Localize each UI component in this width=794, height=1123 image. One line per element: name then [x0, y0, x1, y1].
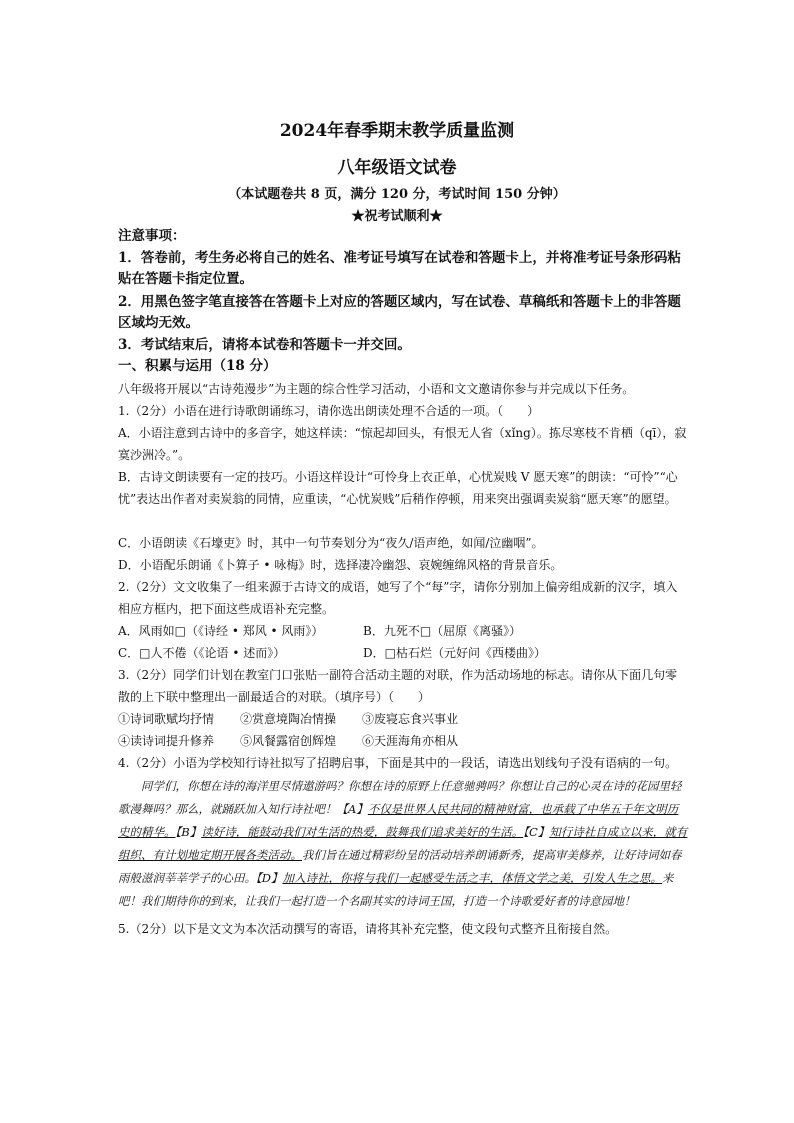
q4-sentence-b: 读好诗，能鼓动我们对生活的热爱，鼓舞我们追求美好的生活。 [201, 825, 524, 839]
q2-option-c: C．□人不倦（《论语 • 述而》） [118, 646, 286, 660]
q4-passage-intro: 同学们，你想在诗的海洋里尽情遨游吗？你想在诗的原野上任意驰骋吗？你想让自己的心灵在诗的花园里轻歌漫舞吗？那么，就踊跃加入知行诗社吧！ [118, 779, 682, 816]
q3-option-4: ④读诗词提升修养 [118, 734, 215, 748]
q4-marker-a: 【A】 [336, 802, 368, 816]
q4-sentence-c: 知行诗社自成立以来，就有组织、有计划地定期开展各类活动。 [118, 825, 688, 862]
section-intro: 八年级将开展以“古诗苑漫步”为主题的综合性学习活动，小语和文文邀请你参与并完成以下任务。 [118, 382, 635, 396]
exam-subtitle: 八年级语文试卷 [337, 158, 457, 178]
notice-item-3: 3．考试结束后，请将本试卷和答题卡一并交回。 [118, 337, 411, 353]
q4-marker-b: 【B】 [175, 825, 202, 839]
q3-option-2: ②赏意境陶冶情操 [240, 712, 337, 726]
q4-sentence-a: 不仅是世界人民共同的精神财富，也承载了中华五千年文明历史的精华。 [118, 802, 679, 839]
exam-info: （本试题卷共 8 页，满分 120 分，考试时间 150 分钟） [228, 187, 566, 202]
q4-passage-middle: 我们旨在通过精彩纷呈的活动培养朗诵新秀，提高审美修养，让好诗词如春雨般滋润莘莘学子的心田。 [118, 848, 682, 885]
notice-item-2: 2．用黑色签字笔直接答在答题卡上对应的答题区域内，写在试卷、草稿纸和答题卡上的非答题区域均无效。 [118, 294, 681, 331]
q4-stem: 4.（2分）小语为学校知行诗社拟写了招聘启事，下面是其中的一段话，请选出划线句子没有语病的一句。 [118, 756, 678, 770]
q1-option-d: D．小语配乐朗诵《卜算子 • 咏梅》时，选择凄冷幽怨、哀婉缠绵风格的背景音乐。 [118, 558, 563, 572]
notice-heading: 注意事项： [118, 228, 186, 244]
q3-option-3: ③废寝忘食兴事业 [362, 712, 459, 726]
q4-sentence-d: 加入诗社，你将与我们一起感受生活之丰，体悟文学之美，引发人生之思。 [282, 871, 662, 885]
q4-passage [118, 775, 688, 913]
q1-option-c: C．小语朗读《石壕吏》时，其中一句节奏划分为“夜久/语声绝，如闻/泣幽咽”。 [118, 536, 544, 550]
q5-stem: 5.（2分）以下是文文为本次活动撰写的寄语，请将其补充完整，使文段句式整齐且衔接自然。 [118, 922, 618, 936]
section-heading: 一、积累与运用（18 分） [118, 358, 277, 374]
q3-stem: 3.（2分）同学们计划在教室门口张贴一副符合活动主题的对联，作为活动场地的标志。请你从下面几句零散的上下联中整理出一副最适合的对联。（填序号）（ ） [118, 668, 678, 704]
good-luck-line: ★祝考试顺利★ [351, 209, 443, 224]
q4-marker-c: 【C】 [523, 825, 550, 839]
exam-title: 2024年春季期末教学质量监测 [279, 121, 515, 141]
q4-marker-d: 【D】 [256, 871, 283, 885]
q3-option-6: ⑥天涯海角亦相从 [362, 734, 459, 748]
q4-passage-end: 来吧！我们期待你的到来，让我们一起打造一个名副其实的诗词王国，打造一个诗歌爱好者的诗意园地！ [118, 871, 674, 908]
q1-stem: 1.（2分）小语在进行诗歌朗诵练习，请你选出朗读处理不合适的一项。（ ） [118, 404, 540, 418]
notice-item-1: 1．答卷前，考生务必将自己的姓名、准考证号填写在试卷和答题卡上，并将准考证号条形码粘贴在答题卡指定位置。 [118, 250, 681, 287]
q1-option-a: A．小语注意到古诗中的多音字，她这样读：“惊起却回头，有恨无人省（xǐng）。拣尽寒枝不肯栖（qī），寂寞沙洲冷。”。 [118, 426, 687, 462]
q3-option-1: ①诗词歌赋均抒情 [118, 712, 215, 726]
q2-option-b: B．九死不□（屈原《离骚》） [363, 624, 522, 638]
q2-option-a: A．风雨如□（《诗经 • 郑风 • 风雨》） [118, 624, 324, 638]
q2-option-d: D．□枯石烂（元好问《西楼曲》） [363, 646, 546, 660]
q3-option-5: ⑤风餐露宿创辉煌 [240, 734, 337, 748]
q1-option-b: B．古诗文朗读要有一定的技巧。小语这样设计“可怜身上衣正单，心忧炭贱 V 愿天寒”的朗读：“可怜”“心忧”表达出作者对卖炭翁的同情，应重读，“心忧炭贱”后稍作停顿，用来突出强调卖炭翁“愿天寒”的愿望。 [118, 470, 678, 506]
q2-stem: 2.（2分）文文收集了一组来源于古诗文的成语，她写了个“每”字，请你分别加上偏旁组成新的汉字，填入相应方框内，把下面这些成语补充完整。 [118, 580, 678, 616]
